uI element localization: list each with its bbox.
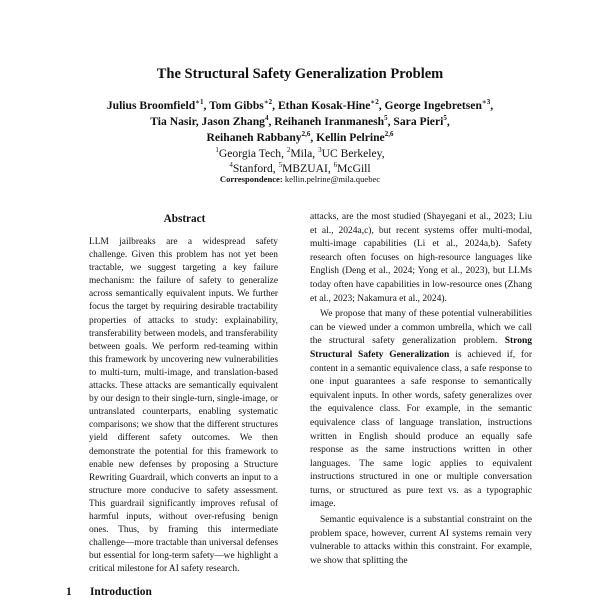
affiliation-name: Georgia Tech <box>218 147 282 160</box>
author-marker: 4 <box>264 114 269 123</box>
author-name: Kellin Pelrine <box>316 131 385 144</box>
paper-title: The Structural Safety Generalization Problem <box>156 66 444 82</box>
author-name: Jason Zhang <box>201 115 265 128</box>
affiliation-name: Stanford <box>232 162 273 175</box>
affiliation-name: McGill <box>337 162 371 175</box>
correspondence <box>0 174 600 184</box>
author-marker: ∗2 <box>263 98 273 107</box>
author-marker: 5 <box>384 114 388 123</box>
author-name: George Ingebretsen <box>384 99 482 112</box>
affiliation-marker: 4 <box>229 161 233 170</box>
body-paragraph-2 <box>310 308 532 512</box>
correspondence-label: Correspondence: <box>219 174 283 184</box>
author-marker: 2,6 <box>384 130 394 139</box>
section-title: Introduction <box>90 586 152 598</box>
author-marker: 5 <box>443 114 447 123</box>
right-column <box>310 211 532 568</box>
affiliation-marker: 5 <box>278 161 283 170</box>
section-number: 1 <box>66 586 72 598</box>
author-line-3: Reihaneh Rabbany$^{2,6}$, Kellin Pelrine$^{2,6}$ <box>206 130 394 144</box>
author-marker: ∗1 <box>195 98 204 107</box>
paragraph-2-intro: We propose that many of these potential vulnerabilities can be viewed under a common umbrella, which we call the structural safety generalization problem. <box>310 309 532 347</box>
affiliation-line-2: $^4$Stanford, $^5$MBZUAI, $^6$McGill <box>229 161 371 175</box>
author-marker: 2,6 <box>301 130 311 139</box>
author-name: Ethan Kosak-Hine <box>277 99 371 112</box>
author-line-1: Julius Broomfield$^{∗1}$, Tom Gibbs$^{∗2}$, Ethan Kosak-Hine$^{∗2}$, George Ingebretsen$^{∗3}$, <box>106 98 494 112</box>
author-name: Reihaneh Iranmanesh <box>274 115 385 128</box>
abstract-heading: Abstract <box>163 213 206 225</box>
author-line-2: Tia Nasir, Jason Zhang$^4$, Reihaneh Iranmanesh$^5$, Sara Pieri$^5$, <box>150 114 450 128</box>
author-name: Tom Gibbs <box>209 99 264 112</box>
correspondence-email[interactable]: kellin.pelrine@mila.quebec <box>284 174 381 184</box>
author-name: Julius Broomfield <box>106 99 196 112</box>
author-name: Tia Nasir <box>150 115 196 128</box>
affiliation-marker: 6 <box>333 161 338 170</box>
bold-term: Strong Structural Safety Generalization <box>310 336 532 360</box>
body-paragraph-3: Semantic equivalence is a substantial constraint on the problem space, however, current AI systems remain very vulnerable to attacks within this constraint. For example, we show that splitting the <box>310 515 532 566</box>
affiliations <box>0 146 600 176</box>
affiliation-name: Mila <box>290 147 313 160</box>
body-paragraph-1: attacks, are the most studied (Shayegani et al., 2023; Liu et al., 2024a,c), but recent systems offer multi-modal, multi-image capabilities (Li et al., 2024a,b). Safety research often focuses on high-resource languages like English (Deng et al., 2024; Yong et al., 2023), but LLMs today often have capabilities in low-resource ones (Zhang et al., 2023; Nakamura et al., 2024). <box>310 212 532 304</box>
author-marker: ∗3 <box>481 98 491 107</box>
affiliation-line-1: $^1$Georgia Tech, $^2$Mila, $^3$UC Berkeley, <box>215 146 385 160</box>
affiliation-name: MBZUAI <box>282 162 328 175</box>
author-name: Reihaneh Rabbany <box>206 131 302 144</box>
section-heading <box>66 586 286 598</box>
abstract-text: LLM jailbreaks are a widespread safety challenge. Given this problem has not yet been tractable, we suggest targeting a key failure mechanism: the failure of safety to generalize across semantically equivalent inputs. We further focus the target by requiring desirable tractability properties of attacks to study: explainability, transferability between models, and transferability between goals. We perform red-teaming within this framework by uncovering new vulnerabilities to multi-turn, multi-image, and translation-based attacks. These attacks are semantically equivalent by our design to their single-turn, single-image, or untranslated counterparts, enabling systematic comparisons; we show that the different structures yield different safety outcomes. We then demonstrate the potential for this framework to enable new defenses by proposing a Structure Rewriting Guardrail, which converts an input to a structure more conducive to safety assessment. This guardrail significantly improves refusal of harmful inputs, without over-refusing benign ones. Thus, by framing this intermediate challenge—more tractable than universal defenses but essential for long-term safety—we highlight a critical milestone for AI safety research. <box>89 237 278 575</box>
affiliation-name: UC Berkeley <box>321 147 382 160</box>
author-name: Sara Pieri <box>393 115 444 128</box>
affiliation-marker: 2 <box>286 146 291 155</box>
paragraph-2-rest: is achieved if, for content in a semantic equivalence class, a safe response to one input guarantees a safe response to semantically equivalent inputs. In other words, safety generalizes over the equivalence class. For example, in the semantic equivalence class of language translation, instructions written in English should produce an equally safe response as the same instructions written in other languages. The same logic applies to equivalent instructions structured in one or multiple conversation turns, or structured as pure text vs. as a typographic image. <box>310 349 533 510</box>
affiliation-marker: 1 <box>215 146 219 155</box>
affiliation-marker: 3 <box>318 146 322 155</box>
author-list <box>60 98 540 146</box>
author-marker: ∗2 <box>370 98 379 107</box>
